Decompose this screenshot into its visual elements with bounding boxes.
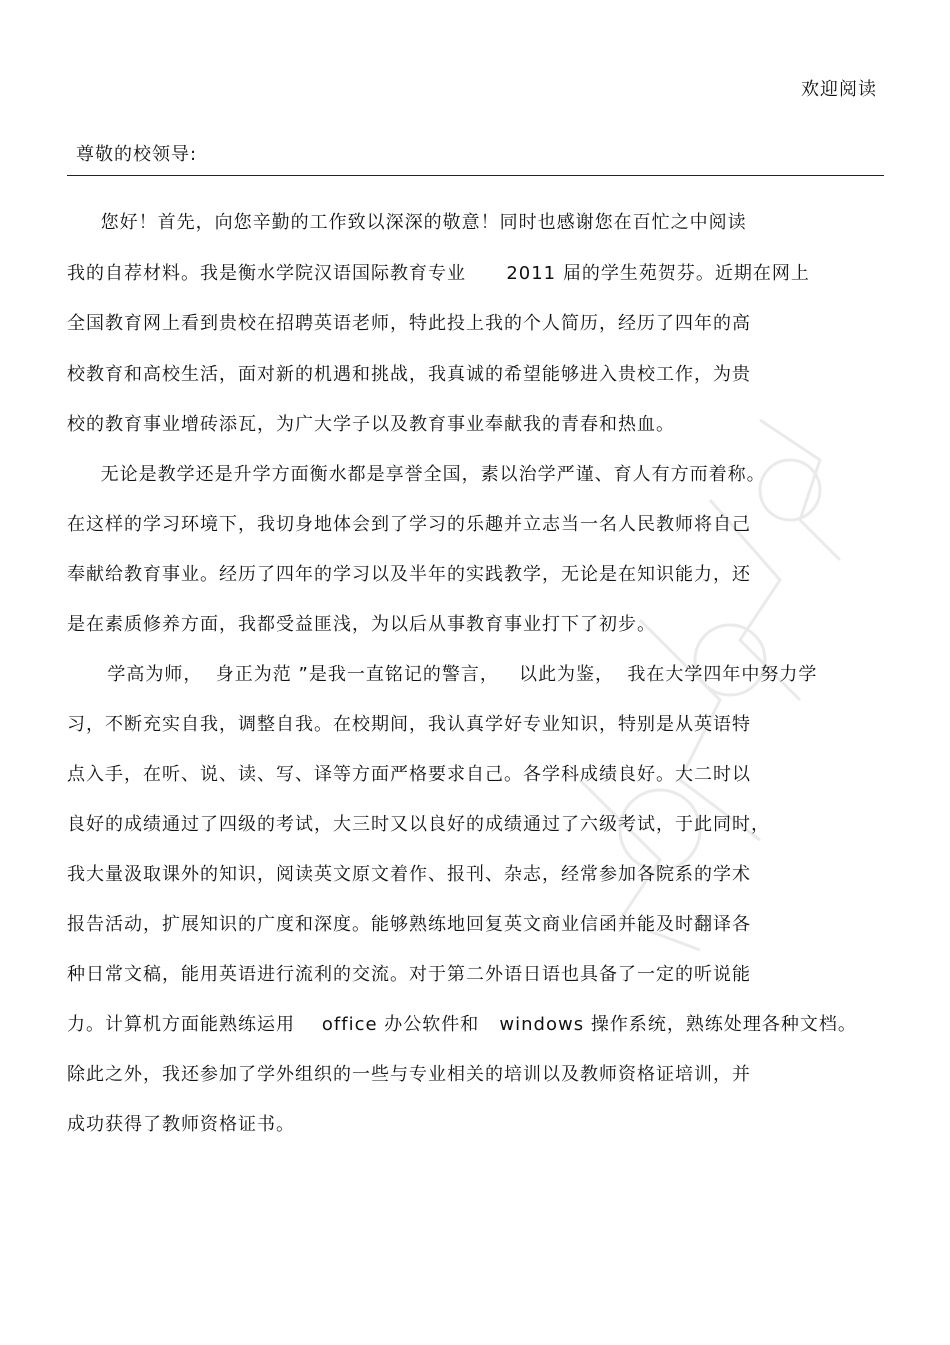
letter-line: 全国教育网上看到贵校在招聘英语老师，特此投上我的个人简历，经历了四年的高 xyxy=(67,313,751,334)
header-welcome: 欢迎阅读 xyxy=(801,79,877,100)
letter-line: 在这样的学习环境下，我切身地体会到了学习的乐趣并立志当一名人民教师将自己 xyxy=(67,514,751,535)
header-divider xyxy=(67,175,884,176)
salutation: 尊敬的校领导: xyxy=(76,144,198,165)
letter-line: 我的自荐材料。我是衡水学院汉语国际教育专业 2011 届的学生苑贺芬。近期在网上 xyxy=(67,263,810,284)
letter-line: 学高为师， 身正为范 ”是我一直铭记的警言， 以此为鉴， 我在大学四年中努力学 xyxy=(67,664,818,685)
letter-line: 力。计算机方面能熟练运用 office 办公软件和 windows 操作系统，熟练处理各种文档。 xyxy=(67,1014,857,1035)
letter-line: 奉献给教育事业。经历了四年的学习以及半年的实践教学，无论是在知识能力，还 xyxy=(67,564,751,585)
letter-line: 我大量汲取课外的知识，阅读英文原文着作、报刊、杂志，经常参加各院系的学术 xyxy=(67,864,751,885)
letter-line: 种日常文稿，能用英语进行流利的交流。对于第二外语日语也具备了一定的听说能 xyxy=(67,964,751,985)
letter-line: 习，不断充实自我，调整自我。在校期间，我认真学好专业知识，特别是从英语特 xyxy=(67,714,751,735)
letter-line: 校的教育事业增砖添瓦，为广大学子以及教育事业奉献我的青春和热血。 xyxy=(67,414,675,435)
letter-line: 良好的成绩通过了四级的考试，大三时又以良好的成绩通过了六级考试，于此同时， xyxy=(67,814,770,835)
letter-line: 报告活动，扩展知识的广度和深度。能够熟练地回复英文商业信函并能及时翻译各 xyxy=(67,914,751,935)
letter-line: 成功获得了教师资格证书。 xyxy=(67,1114,295,1135)
letter-line: 是在素质修养方面，我都受益匪浅，为以后从事教育事业打下了初步。 xyxy=(67,614,656,635)
letter-line: 无论是教学还是升学方面衡水都是享誉全国，素以治学严谨、育人有方而着称。 xyxy=(67,464,766,485)
letter-line: 点入手，在听、说、读、写、译等方面严格要求自己。各学科成绩良好。大二时以 xyxy=(67,764,751,785)
letter-line: 除此之外，我还参加了学外组织的一些与专业相关的培训以及教师资格证培训，并 xyxy=(67,1064,751,1085)
letter-line: 您好！首先，向您辛勤的工作致以深深的敬意！同时也感谢您在百忙之中阅读 xyxy=(67,212,747,233)
letter-line: 校教育和高校生活，面对新的机遇和挑战，我真诚的希望能够进入贵校工作，为贵 xyxy=(67,364,751,385)
